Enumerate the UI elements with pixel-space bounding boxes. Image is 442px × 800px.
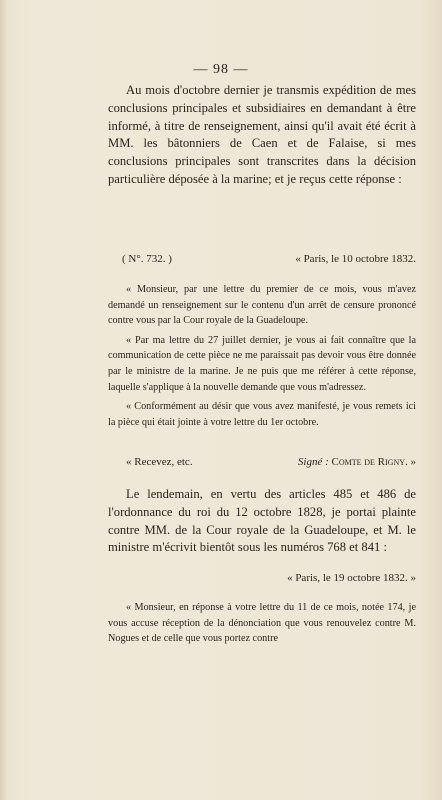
letter-date: « Paris, le 19 octobre 1832. »: [287, 572, 416, 584]
letter-closing: « Recevez, etc.: [126, 456, 193, 468]
paragraph-intro: [108, 82, 416, 189]
letter-date: « Paris, le 10 octobre 1832.: [295, 253, 416, 265]
letter-paragraph: « Monsieur, en réponse à votre lettre du 11 de ce mois, notée 174, je vous accuse réception de la dénonciation que vous renouvelez contre M. Nogues et de celle que vous portez contre: [108, 602, 416, 645]
signature-line: [298, 456, 416, 468]
letter-paragraph: « Monsieur, par une lettre du premier de ce mois, vous m'avez demandé un renseignement sur le contenu d'un arrêt de censure prononcé contre vous par la Cour royale de la Guadeloupe.: [108, 284, 416, 327]
letter2-header: [108, 572, 416, 584]
page-number: — 98 —: [193, 62, 249, 77]
letter-number: ( N°. 732. ): [122, 253, 172, 265]
letter-paragraph: « Par ma lettre du 27 juillet dernier, je vous ai fait connaître que la communication de cette pièce ne me paraissait pas devoir vous être donnée par le ministre de la marine. Je ne puis que me référer à cette réponse, laquelle s'applique à la nouvelle demande que vous m'adressez.: [108, 334, 416, 393]
signer-name: Comte de Rigny. »: [331, 456, 416, 468]
letter-header: [108, 253, 416, 265]
paragraph-second: [108, 486, 416, 557]
letter-paragraph: « Conformément au désir que vous avez manifesté, je vous remets ici la pièce qui était jointe à votre lettre du 1er octobre.: [108, 401, 416, 428]
letter2-body: [108, 600, 416, 647]
paragraph-text: Le lendemain, en vertu des articles 485 et 486 de l'ordonnance du roi du 12 octobre 1828, je portai plainte contre MM. de la Cour royale de la Guadeloupe, et M. le ministre m'écrivit bientôt sous les numéros 768 et 841 :: [108, 487, 416, 555]
letter-signature: [108, 456, 416, 468]
signed-label: Signé :: [297, 456, 329, 468]
paragraph-text: Au mois d'octobre dernier je transmis expédition de mes conclusions principales et subsidiaires en demandant à être informé, à titre de renseignement, ainsi qu'il avait été écrit à MM. les bâtonniers de Caen et de Falaise, si mes conclusions principales sont transcrites dans la décision particulière déposée à la marine; et je reçus cette réponse :: [108, 83, 416, 186]
letter-body: [108, 282, 416, 430]
